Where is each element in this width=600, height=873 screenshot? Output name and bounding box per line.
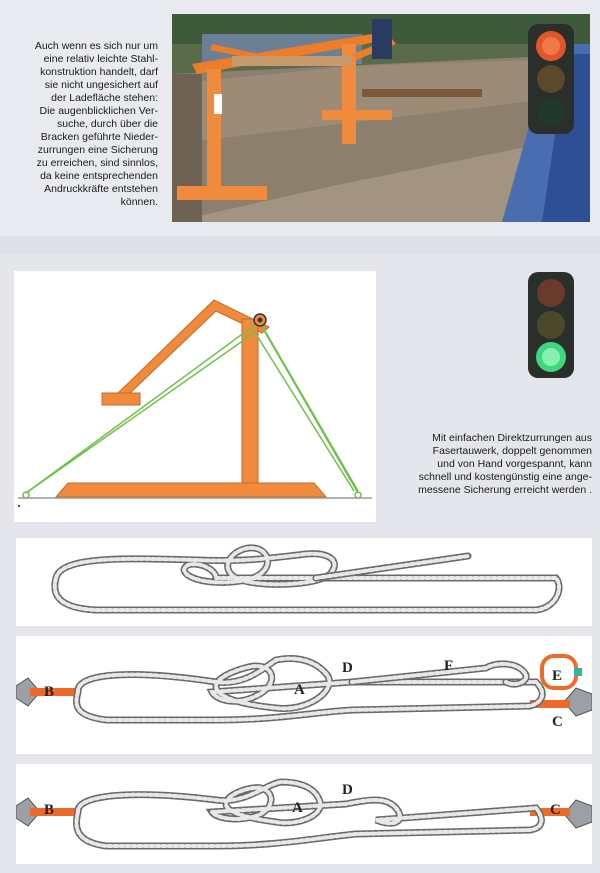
top-text-line: suche, durch über die	[57, 118, 158, 130]
label-b: B	[44, 802, 55, 818]
label-e: E	[552, 668, 563, 684]
traffic-light-green	[528, 272, 574, 378]
top-text-line: sie nicht ungesichert auf	[44, 79, 158, 91]
mid-text-line: messene Sicherung erreicht werden .	[418, 484, 592, 496]
mid-text-line: Mit einfachen Direktzurrungen aus	[432, 432, 592, 444]
label-d: D	[342, 782, 353, 798]
label-a: A	[292, 800, 303, 816]
top-text-line: Bracken geführte Nieder-	[40, 131, 158, 143]
frame-diagram-panel	[14, 271, 376, 522]
mid-text-line: schnell und kostengünstig eine ange-	[418, 471, 592, 483]
top-paragraph	[10, 40, 158, 209]
label-b: B	[44, 684, 55, 700]
top-text-line: eine relativ leichte Stahl-	[43, 53, 158, 65]
mid-text-line: Fasertauwerk, doppelt genommen	[432, 445, 592, 457]
top-text-line: Auch wenn es sich nur um	[34, 40, 158, 52]
knot-diagram-3	[16, 764, 592, 864]
label-d: D	[342, 660, 353, 676]
label-a: A	[294, 682, 305, 698]
top-text-line: zurrungen eine Sicherung	[37, 144, 158, 156]
label-c: C	[552, 714, 563, 730]
top-text-line: Andruckkräfte entstehen	[44, 183, 158, 195]
top-text-line: können.	[120, 196, 158, 208]
knot-diagram-1	[16, 538, 592, 626]
top-text-line: zu erreichen, sind sinnlos,	[36, 157, 158, 169]
top-text-line: der Ladefläche stehen:	[51, 92, 158, 104]
knot-diagram-2	[16, 636, 592, 754]
traffic-light-red	[528, 24, 574, 134]
top-text-line: da keine entsprechenden	[40, 170, 158, 182]
label-c: C	[550, 802, 561, 818]
top-text-line: konstruktion handelt, darf	[40, 66, 158, 78]
mid-text-line: und von Hand vorgespannt, kann	[437, 458, 592, 470]
top-text-line: Die augenblicklichen Ver-	[39, 105, 158, 117]
mid-paragraph	[396, 432, 592, 497]
label-f: F	[444, 658, 454, 674]
